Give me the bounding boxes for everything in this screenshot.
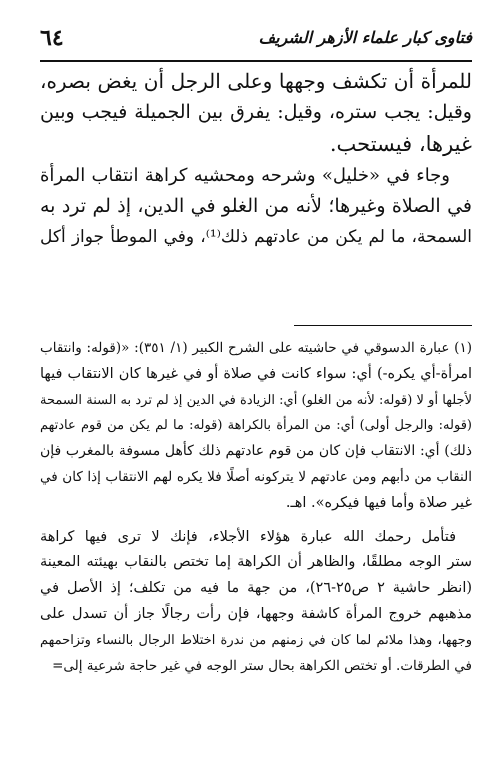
footnote-line: (انظر حاشية ٢ ص٢٥-٢٦)، من جهة ما فيه من تكلف؛ إذ الأصل في bbox=[40, 580, 472, 597]
body-line: للمرأة أن تكشف وجهها وعلى الرجل أن يغض بصره، bbox=[40, 69, 472, 93]
body-line: السمحة، ما لم يكن من عادتهم ذلك⁽¹⁾، وفي الموطأ جواز أكل bbox=[40, 227, 472, 248]
body-line: وجاء في «خليل» وشرحه ومحشيه كراهة انتقاب المرأة bbox=[40, 164, 450, 186]
header-rule bbox=[40, 60, 472, 62]
body-line: في الصلاة وغيرها؛ لأنه من الغلو في الدين، إذ لم ترد به bbox=[40, 195, 472, 218]
footnote-line: غير صلاة وأما فيها فيكره». اهـ. bbox=[285, 494, 472, 511]
footnote-line: فتأمل رحمك الله عبارة هؤلاء الأجلاء، فإنك لا ترى فيها كراهة bbox=[40, 528, 456, 545]
body-line: غيرها، فيستحب. bbox=[329, 131, 472, 156]
footnote-line: في الطرقات. أو تختص الكراهة بحال ستر الوجه في غير حاجة شرعية إلى= bbox=[52, 657, 472, 674]
main-text bbox=[40, 66, 472, 254]
page-number: ٦٤ bbox=[40, 25, 64, 51]
footnote-line: النقاب من دأبهم ومن عادتهم لا يتركونه أصلًا فلا يكره لهم الانتقاب إذا كان في bbox=[40, 468, 472, 485]
footnote bbox=[40, 336, 472, 679]
footnote-separator bbox=[294, 325, 472, 326]
footnote-line: ستر الوجه مطلقًا، والظاهر أن الكراهة إما تختص بالنقاب بهيئته المعينة bbox=[40, 554, 472, 571]
footnote-gap bbox=[40, 517, 472, 525]
running-title: فتاوى كبار علماء الأزهر الشريف bbox=[258, 28, 472, 47]
footnote-line: (١) عبارة الدسوقي في حاشيته على الشرح الكبير (١/ ٣٥١): «(قوله: وانتقاب bbox=[40, 340, 472, 356]
body-line: وقيل: يجب ستره، وقيل: يفرق بين الجميلة فيجب وبين bbox=[40, 101, 472, 124]
footnote-line: (قوله: والرجل أولى) أي: من المرأة بالكراهة (قوله: ما لم يكن من قوم عادتهم bbox=[40, 418, 472, 434]
footnote-line: وجهها، وهذا ملائم لما كان في زمنهم من ندرة اختلاط الرجال بالنساء وتزاحمهم bbox=[40, 632, 472, 648]
footnote-line: امرأة-أي يكره-) أي: سواء كانت في صلاة أو في غيرها كان الانتقاب فيها bbox=[40, 365, 472, 382]
footnote-line: لأجلها أو لا (قوله: لأنه من الغلو) أي: الزيادة في الدين إذ لم ترد به السنة السمحة bbox=[40, 392, 472, 408]
footnote-line: مذهبهم خروج المرأة كاشفة وجهها، فإن رأت رجالًا جاز أن تسدل على bbox=[40, 605, 472, 622]
page-header bbox=[40, 22, 472, 54]
footnote-line: ذلك) أي: الانتقاب فإن كان من قوم عادتهم ذلك كأهل مسوفة بالمغرب فإن bbox=[40, 443, 472, 460]
